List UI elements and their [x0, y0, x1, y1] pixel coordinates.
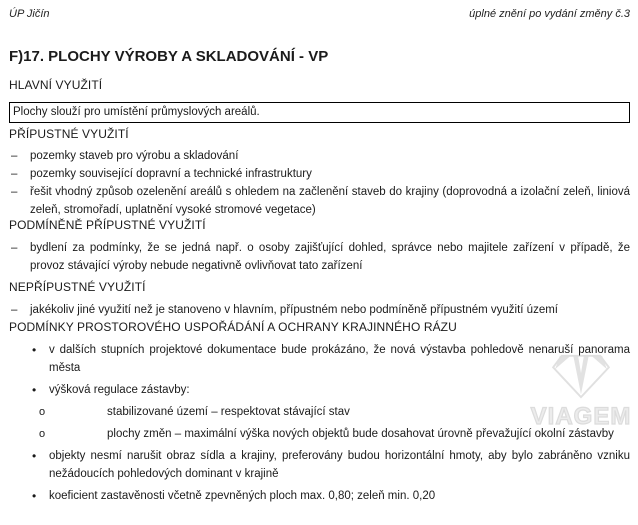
list-item-text: pozemky staveb pro výrobu a skladování: [30, 150, 239, 162]
list-item-text: koeficient zastavěnosti včetně zpevněných ploch max. 0,80; zeleň min. 0,20: [49, 490, 436, 502]
list-item: [9, 381, 630, 399]
list-item: [9, 301, 630, 319]
list-sub-item: [9, 425, 630, 443]
list-item-text: plochy změn – maximální výška nových objektů bude dosahovat úrovně převažující okolní zástavby: [107, 428, 614, 440]
dash-bullet-icon: –: [11, 168, 18, 180]
circle-bullet-icon: o: [39, 406, 46, 418]
section-heading-podminky-prostoroveho: PODMÍNKY PROSTOROVÉHO USPOŘÁDÁNÍ A OCHRANY KRAJINNÉHO RÁZU: [9, 320, 457, 334]
header-left-label: ÚP Jičín: [9, 8, 50, 20]
list-item: [9, 487, 630, 505]
list-item-text: stabilizované území – respektovat stávající stav: [107, 406, 350, 418]
header-right-label: úplné znění po vydání změny č.3: [469, 8, 630, 20]
nepripustne-list: [9, 301, 630, 319]
podminene-list: [9, 239, 630, 275]
section-heading-podminene-pripustne: PODMÍNĚNĚ PŘÍPUSTNÉ VYUŽITÍ: [9, 218, 206, 232]
main-use-box: [9, 102, 630, 123]
list-item: [9, 183, 630, 219]
dot-bullet-icon: •: [32, 489, 37, 503]
watermark-text: VIAGEM: [530, 403, 632, 430]
list-item: [9, 447, 630, 483]
pripustne-list: [9, 147, 630, 219]
dot-bullet-icon: •: [32, 343, 37, 357]
page-title: F)17. PLOCHY VÝROBY A SKLADOVÁNÍ - VP: [9, 48, 329, 65]
list-item-text: pozemky související dopravní a technické infrastruktury: [30, 168, 312, 180]
main-use-text: Plochy slouží pro umístění průmyslových areálů.: [13, 106, 260, 118]
list-item-text: řešit vhodný způsob ozelenění areálů s ohledem na začlenění staveb do krajiny (doprovodná a izolační zeleň, liniová zeleň, stromořadí, uplatnění vysoké stromové vegetace): [30, 186, 630, 216]
dash-bullet-icon: –: [11, 304, 18, 316]
section-heading-hlavni-vyuziti: HLAVNÍ VYUŽITÍ: [9, 78, 103, 92]
page-header: [9, 8, 630, 21]
list-sub-item: [9, 403, 630, 421]
list-item-text: v dalších stupních projektové dokumentace bude prokázáno, že nová výstavba pohledově nenaruší panorama města: [49, 344, 630, 374]
list-item-text: objekty nesmí narušit obraz sídla a krajiny, preferovány budou horizontální hmoty, aby bylo zabráněno vzniku nežádoucích pohledových dominant v krajině: [49, 450, 630, 480]
section-heading-nepripustne-vyuziti: NEPŘÍPUSTNÉ VYUŽITÍ: [9, 280, 146, 294]
list-item: [9, 239, 630, 275]
dot-bullet-icon: •: [32, 449, 37, 463]
list-item: [9, 147, 630, 165]
dash-bullet-icon: –: [11, 242, 18, 254]
section-heading-pripustne-vyuziti: PŘÍPUSTNÉ VYUŽITÍ: [9, 127, 129, 141]
list-item-text: bydlení za podmínky, že se jedná např. o osoby zajišťující dohled, správce nebo majitele zařízení v případě, že provoz stávající výroby nebude negativně ovlivňovat tato zařízení: [30, 242, 630, 272]
circle-bullet-icon: o: [39, 428, 46, 440]
list-item: [9, 165, 630, 183]
dash-bullet-icon: –: [11, 186, 18, 198]
list-item-text: výšková regulace zástavby:: [49, 384, 190, 396]
list-item: [9, 341, 630, 377]
list-item-text: jakékoliv jiné využití než je stanoveno v hlavním, přípustném nebo podmíněně přípustném využití území: [30, 304, 558, 316]
dot-bullet-icon: •: [32, 383, 37, 397]
dash-bullet-icon: –: [11, 150, 18, 162]
podminky-list: [9, 341, 630, 505]
